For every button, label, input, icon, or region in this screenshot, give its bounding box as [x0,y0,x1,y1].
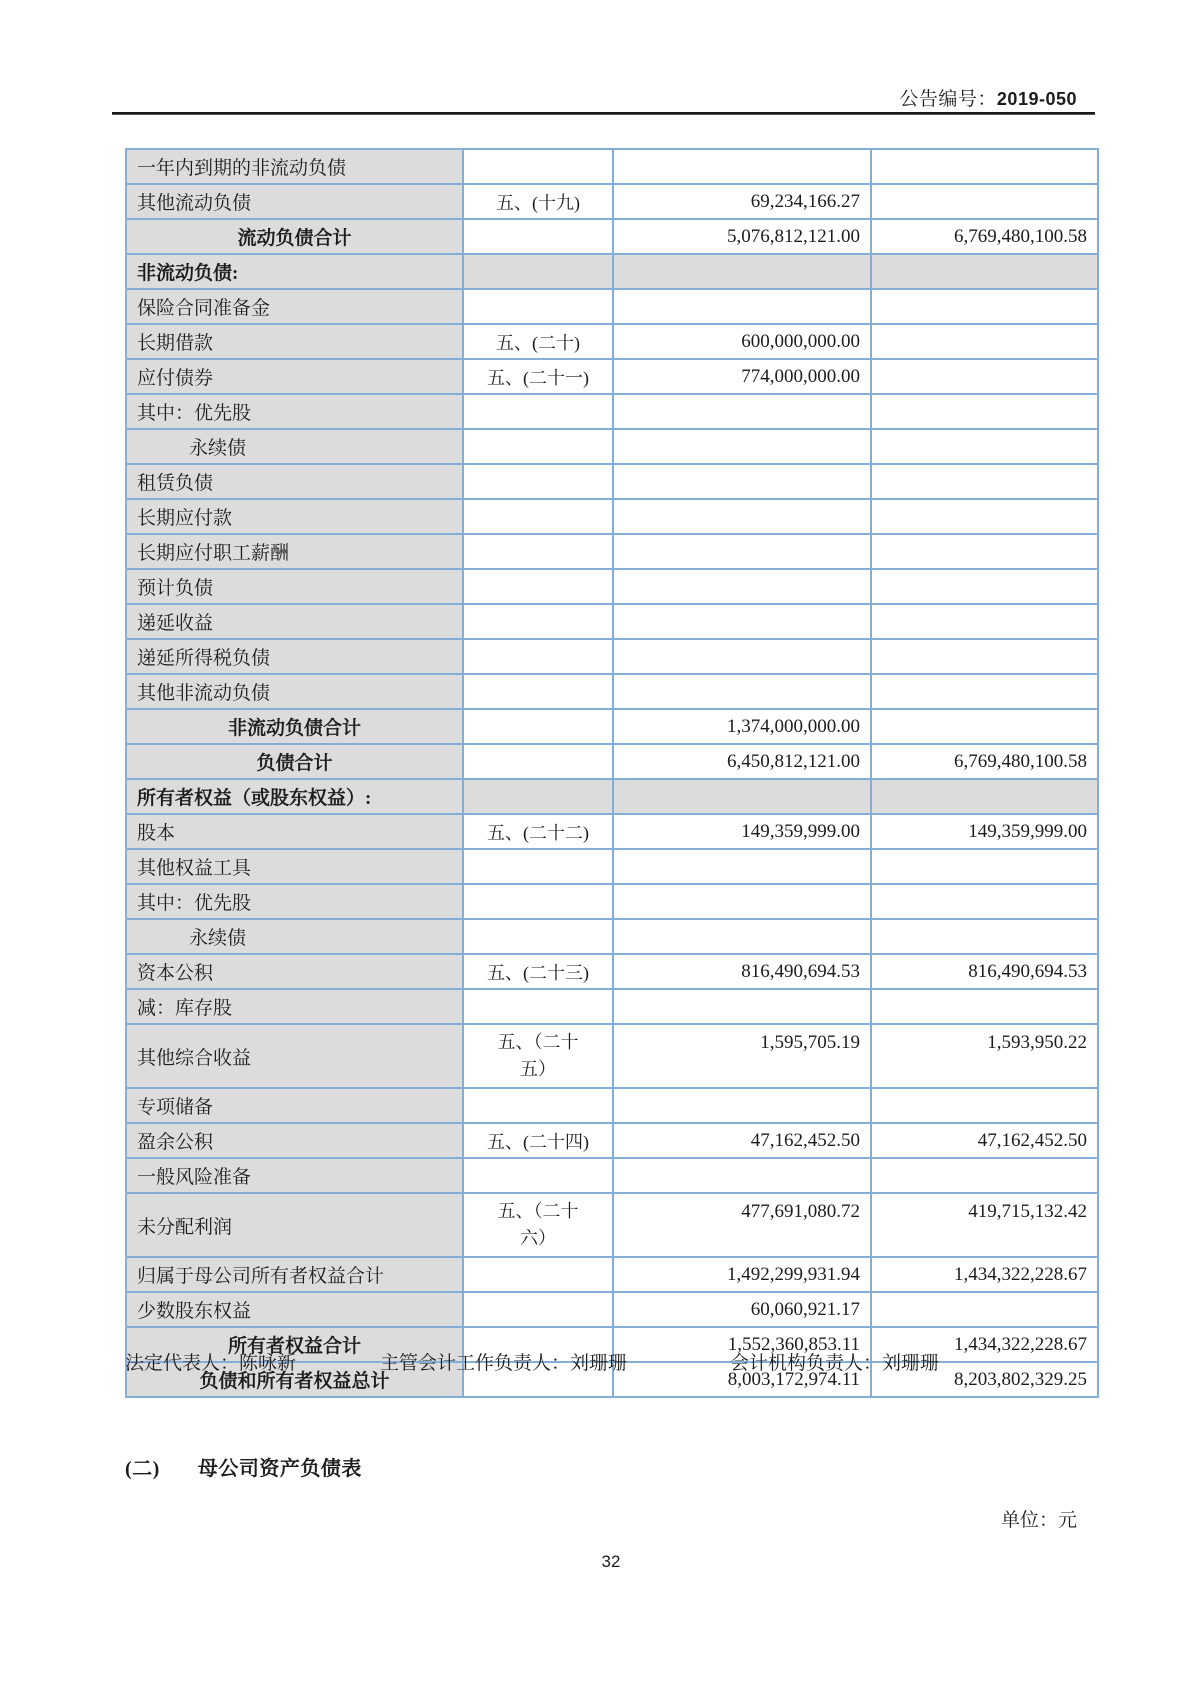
row-note: 五、(二十) [463,324,613,359]
row-note [463,219,613,254]
row-value-prior [871,184,1098,219]
table-row [126,289,1098,324]
row-label: 永续债 [126,919,463,954]
table-row [126,149,1098,184]
row-note [463,884,613,919]
header-divider [112,112,1095,115]
row-value-current [613,569,871,604]
row-label: 流动负债合计 [126,219,463,254]
row-value-prior [871,254,1098,289]
row-note: 五、(二十三) [463,954,613,989]
table-row-total [126,709,1098,744]
row-label: 其他权益工具 [126,849,463,884]
table-row [126,394,1098,429]
row-note [463,674,613,709]
row-value-current [613,499,871,534]
row-value-prior: 47,162,452.50 [871,1123,1098,1158]
unit-label: 单位：元 [1000,1510,1077,1531]
row-note [463,254,613,289]
table-row [126,1292,1098,1327]
row-value-prior [871,1088,1098,1123]
row-label: 所有者权益（或股东权益）: [126,779,463,814]
table-row-section [126,254,1098,289]
row-label: 其他非流动负债 [126,674,463,709]
row-label: 资本公积 [126,954,463,989]
row-note [463,499,613,534]
row-value-current [613,394,871,429]
row-value-current [613,1088,871,1123]
announcement-number [125,84,1097,111]
row-value-prior [871,849,1098,884]
table-row [126,569,1098,604]
row-value-prior: 816,490,694.53 [871,954,1098,989]
table-row [126,1123,1098,1158]
row-value-current [613,779,871,814]
accounting-department-head: 会计机构负责人：刘珊珊 [730,1353,940,1374]
table-row [126,639,1098,674]
row-value-current [613,1158,871,1193]
row-value-prior [871,359,1098,394]
row-note: 五、（二十六） [463,1193,613,1257]
row-label: 其中：优先股 [126,884,463,919]
row-value-current [613,604,871,639]
table-row-section [126,779,1098,814]
row-value-prior [871,919,1098,954]
row-value-current: 5,076,812,121.00 [613,219,871,254]
row-value-current [613,989,871,1024]
table-row [126,849,1098,884]
row-value-current [613,849,871,884]
row-value-current: 600,000,000.00 [613,324,871,359]
row-value-current [613,149,871,184]
row-value-current [613,429,871,464]
table-row [126,814,1098,849]
row-value-prior [871,149,1098,184]
row-note: 五、（二十五） [463,1024,613,1088]
row-value-prior [871,289,1098,324]
row-label: 预计负债 [126,569,463,604]
row-value-prior [871,779,1098,814]
table-row [126,1024,1098,1088]
row-value-current: 8,003,172,974.11 [613,1362,871,1397]
row-value-prior [871,1158,1098,1193]
row-value-prior [871,569,1098,604]
row-label: 其中：优先股 [126,394,463,429]
row-label: 所有者权益合计 [126,1327,463,1362]
table-row [126,499,1098,534]
row-label: 未分配利润 [126,1193,463,1257]
table-row [126,884,1098,919]
row-note [463,1292,613,1327]
row-value-current: 477,691,080.72 [613,1193,871,1257]
row-value-prior: 1,434,322,228.67 [871,1257,1098,1292]
row-label: 一般风险准备 [126,1158,463,1193]
table-row [126,1193,1098,1257]
row-label: 负债合计 [126,744,463,779]
row-note [463,569,613,604]
row-value-prior [871,429,1098,464]
row-note [463,779,613,814]
legal-representative: 法定代表人：陈咏新 [125,1353,297,1374]
row-value-prior [871,324,1098,359]
row-note [463,464,613,499]
row-value-prior: 1,593,950.22 [871,1024,1098,1088]
row-value-current: 816,490,694.53 [613,954,871,989]
row-value-prior: 6,769,480,100.58 [871,744,1098,779]
row-value-current [613,464,871,499]
row-value-prior: 419,715,132.42 [871,1193,1098,1257]
section-heading [125,1452,362,1481]
row-value-current: 6,450,812,121.00 [613,744,871,779]
section-number: (二) [125,1458,160,1480]
table-row-total [126,219,1098,254]
row-label: 租赁负债 [126,464,463,499]
row-note [463,429,613,464]
row-value-prior [871,394,1098,429]
section-title: 母公司资产负债表 [197,1458,362,1480]
row-note [463,289,613,324]
table-row [126,359,1098,394]
table-row [126,674,1098,709]
row-value-current: 1,374,000,000.00 [613,709,871,744]
table-row [126,954,1098,989]
row-note: 五、(二十二) [463,814,613,849]
table-row-total [126,744,1098,779]
row-value-current: 69,234,166.27 [613,184,871,219]
row-value-current [613,884,871,919]
row-value-current [613,289,871,324]
row-label: 一年内到期的非流动负债 [126,149,463,184]
row-value-current [613,674,871,709]
row-label: 少数股东权益 [126,1292,463,1327]
row-label: 专项储备 [126,1088,463,1123]
row-note [463,639,613,674]
table-row [126,534,1098,569]
row-value-current: 774,000,000.00 [613,359,871,394]
row-note [463,534,613,569]
row-value-prior [871,604,1098,639]
row-label: 应付债券 [126,359,463,394]
row-label: 非流动负债: [126,254,463,289]
row-label: 递延收益 [126,604,463,639]
row-value-prior: 1,434,322,228.67 [871,1327,1098,1362]
row-value-current: 149,359,999.00 [613,814,871,849]
row-note [463,394,613,429]
row-value-current: 60,060,921.17 [613,1292,871,1327]
row-value-current: 1,552,360,853.11 [613,1327,871,1362]
row-label: 长期借款 [126,324,463,359]
row-value-current [613,534,871,569]
row-note: 五、(二十四) [463,1123,613,1158]
row-label: 股本 [126,814,463,849]
announcement-number-value: 2019-050 [996,89,1077,109]
page-number: 32 [601,1552,621,1571]
row-value-prior [871,674,1098,709]
row-note [463,149,613,184]
row-value-prior [871,709,1098,744]
table-row [126,1158,1098,1193]
table-row-indented [126,919,1098,954]
row-note [463,744,613,779]
row-label: 长期应付职工薪酬 [126,534,463,569]
row-value-prior [871,639,1098,674]
row-value-prior: 6,769,480,100.58 [871,219,1098,254]
row-value-prior [871,534,1098,569]
row-label: 其他流动负债 [126,184,463,219]
row-value-prior: 8,203,802,329.25 [871,1362,1098,1397]
row-value-prior [871,884,1098,919]
row-value-prior [871,464,1098,499]
table-row [126,604,1098,639]
row-note: 五、(二十一) [463,359,613,394]
balance-sheet-table [125,148,1099,1398]
row-label: 永续债 [126,429,463,464]
row-value-prior [871,989,1098,1024]
row-value-prior [871,499,1098,534]
row-value-prior: 149,359,999.00 [871,814,1098,849]
row-value-current [613,919,871,954]
row-value-prior [871,1292,1098,1327]
table-row [126,989,1098,1024]
row-value-current: 1,492,299,931.94 [613,1257,871,1292]
row-note: 五、(十九) [463,184,613,219]
row-label: 非流动负债合计 [126,709,463,744]
table-row [126,1088,1098,1123]
row-note [463,1257,613,1292]
row-value-current: 47,162,452.50 [613,1123,871,1158]
announcement-number-label: 公告编号： [899,89,997,110]
table-row [126,1257,1098,1292]
row-note [463,1158,613,1193]
row-note [463,709,613,744]
table-row-indented [126,429,1098,464]
signature-line [125,1348,1097,1376]
row-note [463,989,613,1024]
row-label: 减：库存股 [126,989,463,1024]
chief-accounting-officer: 主管会计工作负责人：刘珊珊 [380,1353,628,1374]
row-label: 递延所得税负债 [126,639,463,674]
row-label: 负债和所有者权益总计 [126,1362,463,1397]
table-row [126,184,1098,219]
row-value-current: 1,595,705.19 [613,1024,871,1088]
row-label: 其他综合收益 [126,1024,463,1088]
row-note [463,919,613,954]
row-label: 保险合同准备金 [126,289,463,324]
row-note [463,604,613,639]
table-row [126,324,1098,359]
row-value-current [613,639,871,674]
row-note [463,849,613,884]
row-value-current [613,254,871,289]
row-label: 长期应付款 [126,499,463,534]
row-label: 归属于母公司所有者权益合计 [126,1257,463,1292]
row-label: 盈余公积 [126,1123,463,1158]
row-note [463,1088,613,1123]
table-row [126,464,1098,499]
